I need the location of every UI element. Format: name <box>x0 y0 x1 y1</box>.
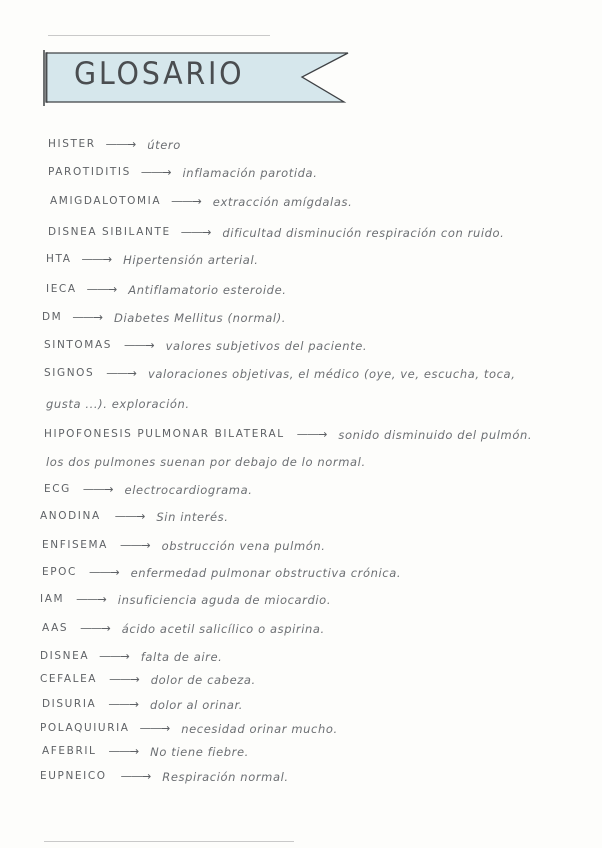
arrow-icon: ——→ <box>296 427 327 441</box>
glossary-term: AFEBRIL <box>42 745 97 757</box>
glossary-term: ECG <box>44 483 71 495</box>
glossary-definition-continued: los dos pulmones suenan por debajo de lo normal. <box>46 455 366 469</box>
arrow-icon: ——→ <box>140 165 171 179</box>
arrow-icon: ——→ <box>180 225 211 239</box>
glossary-definition: sonido disminuido del pulmón. <box>338 428 533 442</box>
glossary-definition: enfermedad pulmonar obstructiva crónica. <box>130 566 402 580</box>
glossary-entry <box>0 673 602 695</box>
arrow-icon: ——→ <box>106 366 136 380</box>
glossary-definition: No tiene fiebre. <box>150 745 249 759</box>
glossary-term: DISURIA <box>42 698 97 710</box>
arrow-icon: ——→ <box>81 252 112 266</box>
arrow-icon: ——→ <box>108 697 138 711</box>
arrow-icon: ——→ <box>119 538 150 552</box>
arrow-icon: ——→ <box>82 482 113 496</box>
glossary-entry <box>0 510 602 532</box>
glossary-term: DISNEA SIBILANTE <box>48 226 171 238</box>
glossary-definition: inflamación parotida. <box>182 166 318 180</box>
page-bottom-rule <box>44 841 294 842</box>
glossary-definition: electrocardiograma. <box>124 483 253 497</box>
glossary-definition: valoraciones objetivas, el médico (oye, ve, escucha, toca, <box>147 367 516 381</box>
glossary-term: DM <box>42 311 63 323</box>
glossary-entry <box>0 745 602 767</box>
glossary-entry <box>0 195 602 217</box>
arrow-icon: ——→ <box>139 721 170 735</box>
arrow-icon: ——→ <box>76 592 106 606</box>
glossary-term: IECA <box>46 283 77 295</box>
arrow-icon: ——→ <box>114 509 145 523</box>
glossary-definition: Antiflamatorio esteroide. <box>128 283 287 297</box>
arrow-icon: ——→ <box>86 282 117 296</box>
glossary-entry <box>0 566 602 588</box>
glossary-term: HISTER <box>48 138 96 150</box>
glossary-definition: obstrucción vena pulmón. <box>161 539 326 553</box>
glossary-definition: Diabetes Mellitus (normal). <box>114 311 287 325</box>
glossary-definition: Sin interés. <box>156 510 229 524</box>
glossary-definition: valores subjetivos del paciente. <box>165 339 368 353</box>
glossary-term: SINTOMAS <box>44 339 113 351</box>
glossary-entry <box>0 283 602 305</box>
arrow-icon: ——→ <box>72 310 102 324</box>
glossary-definition: dificultad disminución respiración con ruido. <box>222 226 505 240</box>
glossary-term: IAM <box>40 593 65 605</box>
glossary-entry <box>0 593 602 615</box>
glossary-term: DISNEA <box>40 650 90 662</box>
glossary-definition: útero <box>147 138 181 152</box>
glossary-term: SIGNOS <box>44 367 95 379</box>
glossary-definition: dolor al orinar. <box>149 698 244 712</box>
arrow-icon: ——→ <box>120 769 151 783</box>
glossary-term: POLAQUIURIA <box>40 722 130 734</box>
glossary-entry <box>0 339 602 361</box>
glossary-definition: dolor de cabeza. <box>150 673 256 687</box>
glossary-term: PAROTIDITIS <box>48 166 131 178</box>
glossary-term: ANODINA <box>40 510 101 522</box>
glossary-entry <box>0 166 602 188</box>
glossary-definition: insuficiencia aguda de miocardio. <box>117 593 332 607</box>
glossary-entry <box>0 428 602 450</box>
glossary-entry <box>0 722 602 744</box>
arrow-icon: ——→ <box>171 194 201 208</box>
glossary-term: ENFISEMA <box>42 539 108 551</box>
glossary-entry <box>0 650 602 672</box>
arrow-icon: ——→ <box>124 338 154 352</box>
glossary-entry <box>0 253 602 275</box>
glossary-entry <box>0 483 602 505</box>
glossary-term: AMIGDALOTOMIA <box>50 195 162 207</box>
glossary-entry <box>0 622 602 644</box>
glossary-term: EPOC <box>42 566 77 578</box>
glossary-entry <box>0 698 602 720</box>
glossary-definition: Hipertensión arterial. <box>123 253 259 267</box>
glossary-term: AAS <box>42 622 69 634</box>
glossary-definition: necesidad orinar mucho. <box>181 722 338 736</box>
glossary-definition: Respiración normal. <box>162 770 289 784</box>
page-top-rule <box>48 35 270 36</box>
glossary-definition-continued: gusta ...). exploración. <box>46 397 190 411</box>
glossary-entry <box>0 138 602 160</box>
glossary-entry <box>0 226 602 248</box>
arrow-icon: ——→ <box>109 672 139 686</box>
glossary-definition: ácido acetil salicílico o aspirina. <box>121 622 325 636</box>
glossary-definition: falta de aire. <box>140 650 223 664</box>
glossary-term: HIPOFONESIS PULMONAR BILATERAL <box>44 428 285 440</box>
page-title: GLOSARIO <box>74 56 245 92</box>
arrow-icon: ——→ <box>108 744 139 758</box>
arrow-icon: ——→ <box>99 649 129 663</box>
glossary-definition: extracción amígdalas. <box>212 195 353 209</box>
glossary-entry <box>0 311 602 333</box>
glossary-term: CEFALEA <box>40 673 98 685</box>
glossary-entry <box>0 367 602 389</box>
glossary-term: HTA <box>46 253 72 265</box>
arrow-icon: ——→ <box>80 621 110 635</box>
glossary-entry <box>0 539 602 561</box>
glossary-term: EUPNEICO <box>40 770 107 782</box>
arrow-icon: ——→ <box>88 565 119 579</box>
glossary-entry <box>0 770 602 792</box>
arrow-icon: ——→ <box>105 137 136 151</box>
